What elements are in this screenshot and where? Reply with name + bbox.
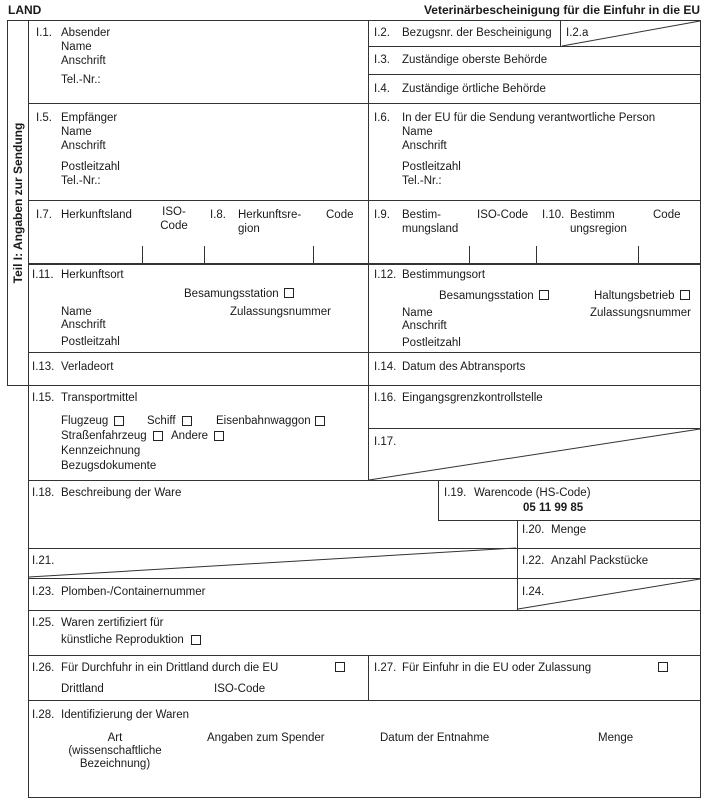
i26-number: I.26. [32,662,55,674]
i26-iso-code-label: ISO-Code [214,683,266,695]
i9-iso-label: ISO-Code [477,209,529,221]
i12-approval-label: Zulassungsnummer [590,307,691,319]
i16-number: I.16. [374,392,397,404]
i12-address-label: Anschrift [402,320,447,332]
i27-number: I.27. [374,662,397,674]
i7-title: Herkunftsland [61,209,132,221]
i19-hs-code-value: 05 11 99 85 [523,502,584,514]
i13-title: Verladeort [61,361,114,373]
i11-postcode-label: Postleitzahl [61,336,120,348]
country-heading: LAND [8,3,42,17]
i10-number: I.10. [542,209,565,221]
i5-name-label: Name [61,126,92,138]
i19-number: I.19. [444,487,467,499]
i17-number: I.17. [374,436,397,448]
i26-title: Für Durchfuhr in ein Drittland durch die EU [61,662,279,674]
i11-address-label: Anschrift [61,319,106,331]
i28-species-header-2: (wissenschaftliche [68,745,162,757]
i2a-number: I.2.a [566,27,589,39]
i15-other-label: Andere [171,430,209,442]
i27-title: Für Einfuhr in die EU oder Zulassung [402,662,592,674]
i28-donor-header: Angaben zum Spender [207,732,325,744]
i15-railway-checkbox[interactable] [315,416,325,426]
i12-holding-checkbox[interactable] [680,290,690,300]
i28-collection-date-header: Datum der Entnahme [380,732,490,744]
i2-number: I.2. [374,27,390,39]
i7-iso-label-1: ISO- [162,206,186,218]
i12-insemination-checkbox[interactable] [539,290,549,300]
i18-number: I.18. [32,487,55,499]
i28-number: I.28. [32,709,55,721]
i26-third-country-label: Drittland [61,683,104,695]
i15-railway-label: Eisenbahnwaggon [216,415,311,427]
i2-title: Bezugsnr. der Bescheinigung [402,27,552,39]
i15-aircraft-label: Flugzeug [61,415,109,427]
i1-phone-label: Tel.-Nr.: [61,74,101,86]
i6-title: In der EU für die Sendung verantwortliche Person [402,112,656,124]
i1-number: I.1. [36,27,52,39]
i9-title-1: Bestim- [402,209,441,221]
i5-title: Empfänger [61,112,118,124]
i28-quantity-header: Menge [598,732,634,744]
i27-import-checkbox[interactable] [658,662,668,672]
i5-number: I.5. [36,112,52,124]
i13-number: I.13. [32,361,55,373]
i21-number: I.21. [32,555,55,567]
i5-address-label: Anschrift [61,140,106,152]
i14-number: I.14. [374,361,397,373]
i8-number: I.8. [210,209,226,221]
i25-title: Waren zertifiziert für [61,617,164,629]
i20-title: Menge [551,524,587,536]
i12-title: Bestimmungsort [402,269,486,281]
i6-postcode-label: Postleitzahl [402,161,461,173]
i3-number: I.3. [374,54,390,66]
i8-title-2: gion [238,223,260,235]
i15-other-checkbox[interactable] [214,431,224,441]
i23-number: I.23. [32,586,55,598]
i6-address-label: Anschrift [402,140,447,152]
i8-code-label: Code [326,209,354,221]
i15-identification-label: Kennzeichnung [61,445,141,457]
certificate-title: Veterinärbescheinigung für die Einfuhr in die EU [423,3,700,17]
i15-documents-label: Bezugsdokumente [61,460,157,472]
i12-holding-label: Haltungsbetrieb [594,290,675,302]
i15-title: Transportmittel [61,392,138,404]
i18-title: Beschreibung der Ware [61,487,182,499]
i5-postcode-label: Postleitzahl [61,161,120,173]
i10-title-1: Bestimm [570,209,615,221]
i11-approval-label: Zulassungsnummer [230,306,331,318]
i1-name-label: Name [61,41,92,53]
i28-species-header-1: Art [107,732,123,744]
i24-number: I.24. [522,586,545,598]
i28-title: Identifizierung der Waren [61,709,190,721]
i3-title: Zuständige oberste Behörde [402,54,548,66]
i28-species-header-3: Bezeichnung) [79,758,151,770]
i15-number: I.15. [32,392,55,404]
i11-number: I.11. [32,269,54,281]
i12-number: I.12. [374,269,397,281]
i25-number: I.25. [32,617,55,629]
i11-insemination-checkbox[interactable] [284,288,294,298]
i7-iso-label-2: Code [160,220,188,232]
i15-ship-label: Schiff [147,415,176,427]
i9-title-2: mungsland [402,223,459,235]
i5-phone-label: Tel.-Nr.: [61,175,101,187]
i22-number: I.22. [522,555,545,567]
i1-title: Absender [61,27,111,39]
i10-title-2: ungsregion [570,223,627,235]
i11-insemination-label: Besamungsstation [184,288,279,300]
part-one-label-text: Teil I: Angaben zur Sendung [10,122,25,284]
i25-reproduction-checkbox[interactable] [191,635,201,645]
i6-phone-label: Tel.-Nr.: [402,175,442,187]
i15-road-vehicle-checkbox[interactable] [153,431,163,441]
i26-transit-checkbox[interactable] [335,662,345,672]
i14-title: Datum des Abtransports [402,361,526,373]
i6-name-label: Name [402,126,433,138]
i7-number: I.7. [36,209,52,221]
i20-number: I.20. [522,524,545,536]
i12-name-label: Name [402,307,433,319]
i9-number: I.9. [374,209,390,221]
i25-reproduction-label: künstliche Reproduktion [61,634,184,646]
i19-title: Warencode (HS-Code) [474,487,591,499]
i15-road-vehicle-label: Straßenfahrzeug [61,430,147,442]
i4-title: Zuständige örtliche Behörde [402,83,546,95]
i15-ship-checkbox[interactable] [182,416,192,426]
i22-title: Anzahl Packstücke [551,555,649,567]
i12-insemination-label: Besamungsstation [439,290,534,302]
i11-title: Herkunftsort [61,269,124,281]
i4-number: I.4. [374,83,390,95]
i16-title: Eingangsgrenzkontrollstelle [402,392,543,404]
i6-number: I.6. [374,112,390,124]
i8-title-1: Herkunftsre- [238,209,302,221]
i1-address-label: Anschrift [61,55,106,67]
i23-title: Plomben-/Containernummer [61,586,206,598]
i10-code-label: Code [653,209,681,221]
i11-name-label: Name [61,306,92,318]
i12-postcode-label: Postleitzahl [402,337,461,349]
i15-aircraft-checkbox[interactable] [114,416,124,426]
